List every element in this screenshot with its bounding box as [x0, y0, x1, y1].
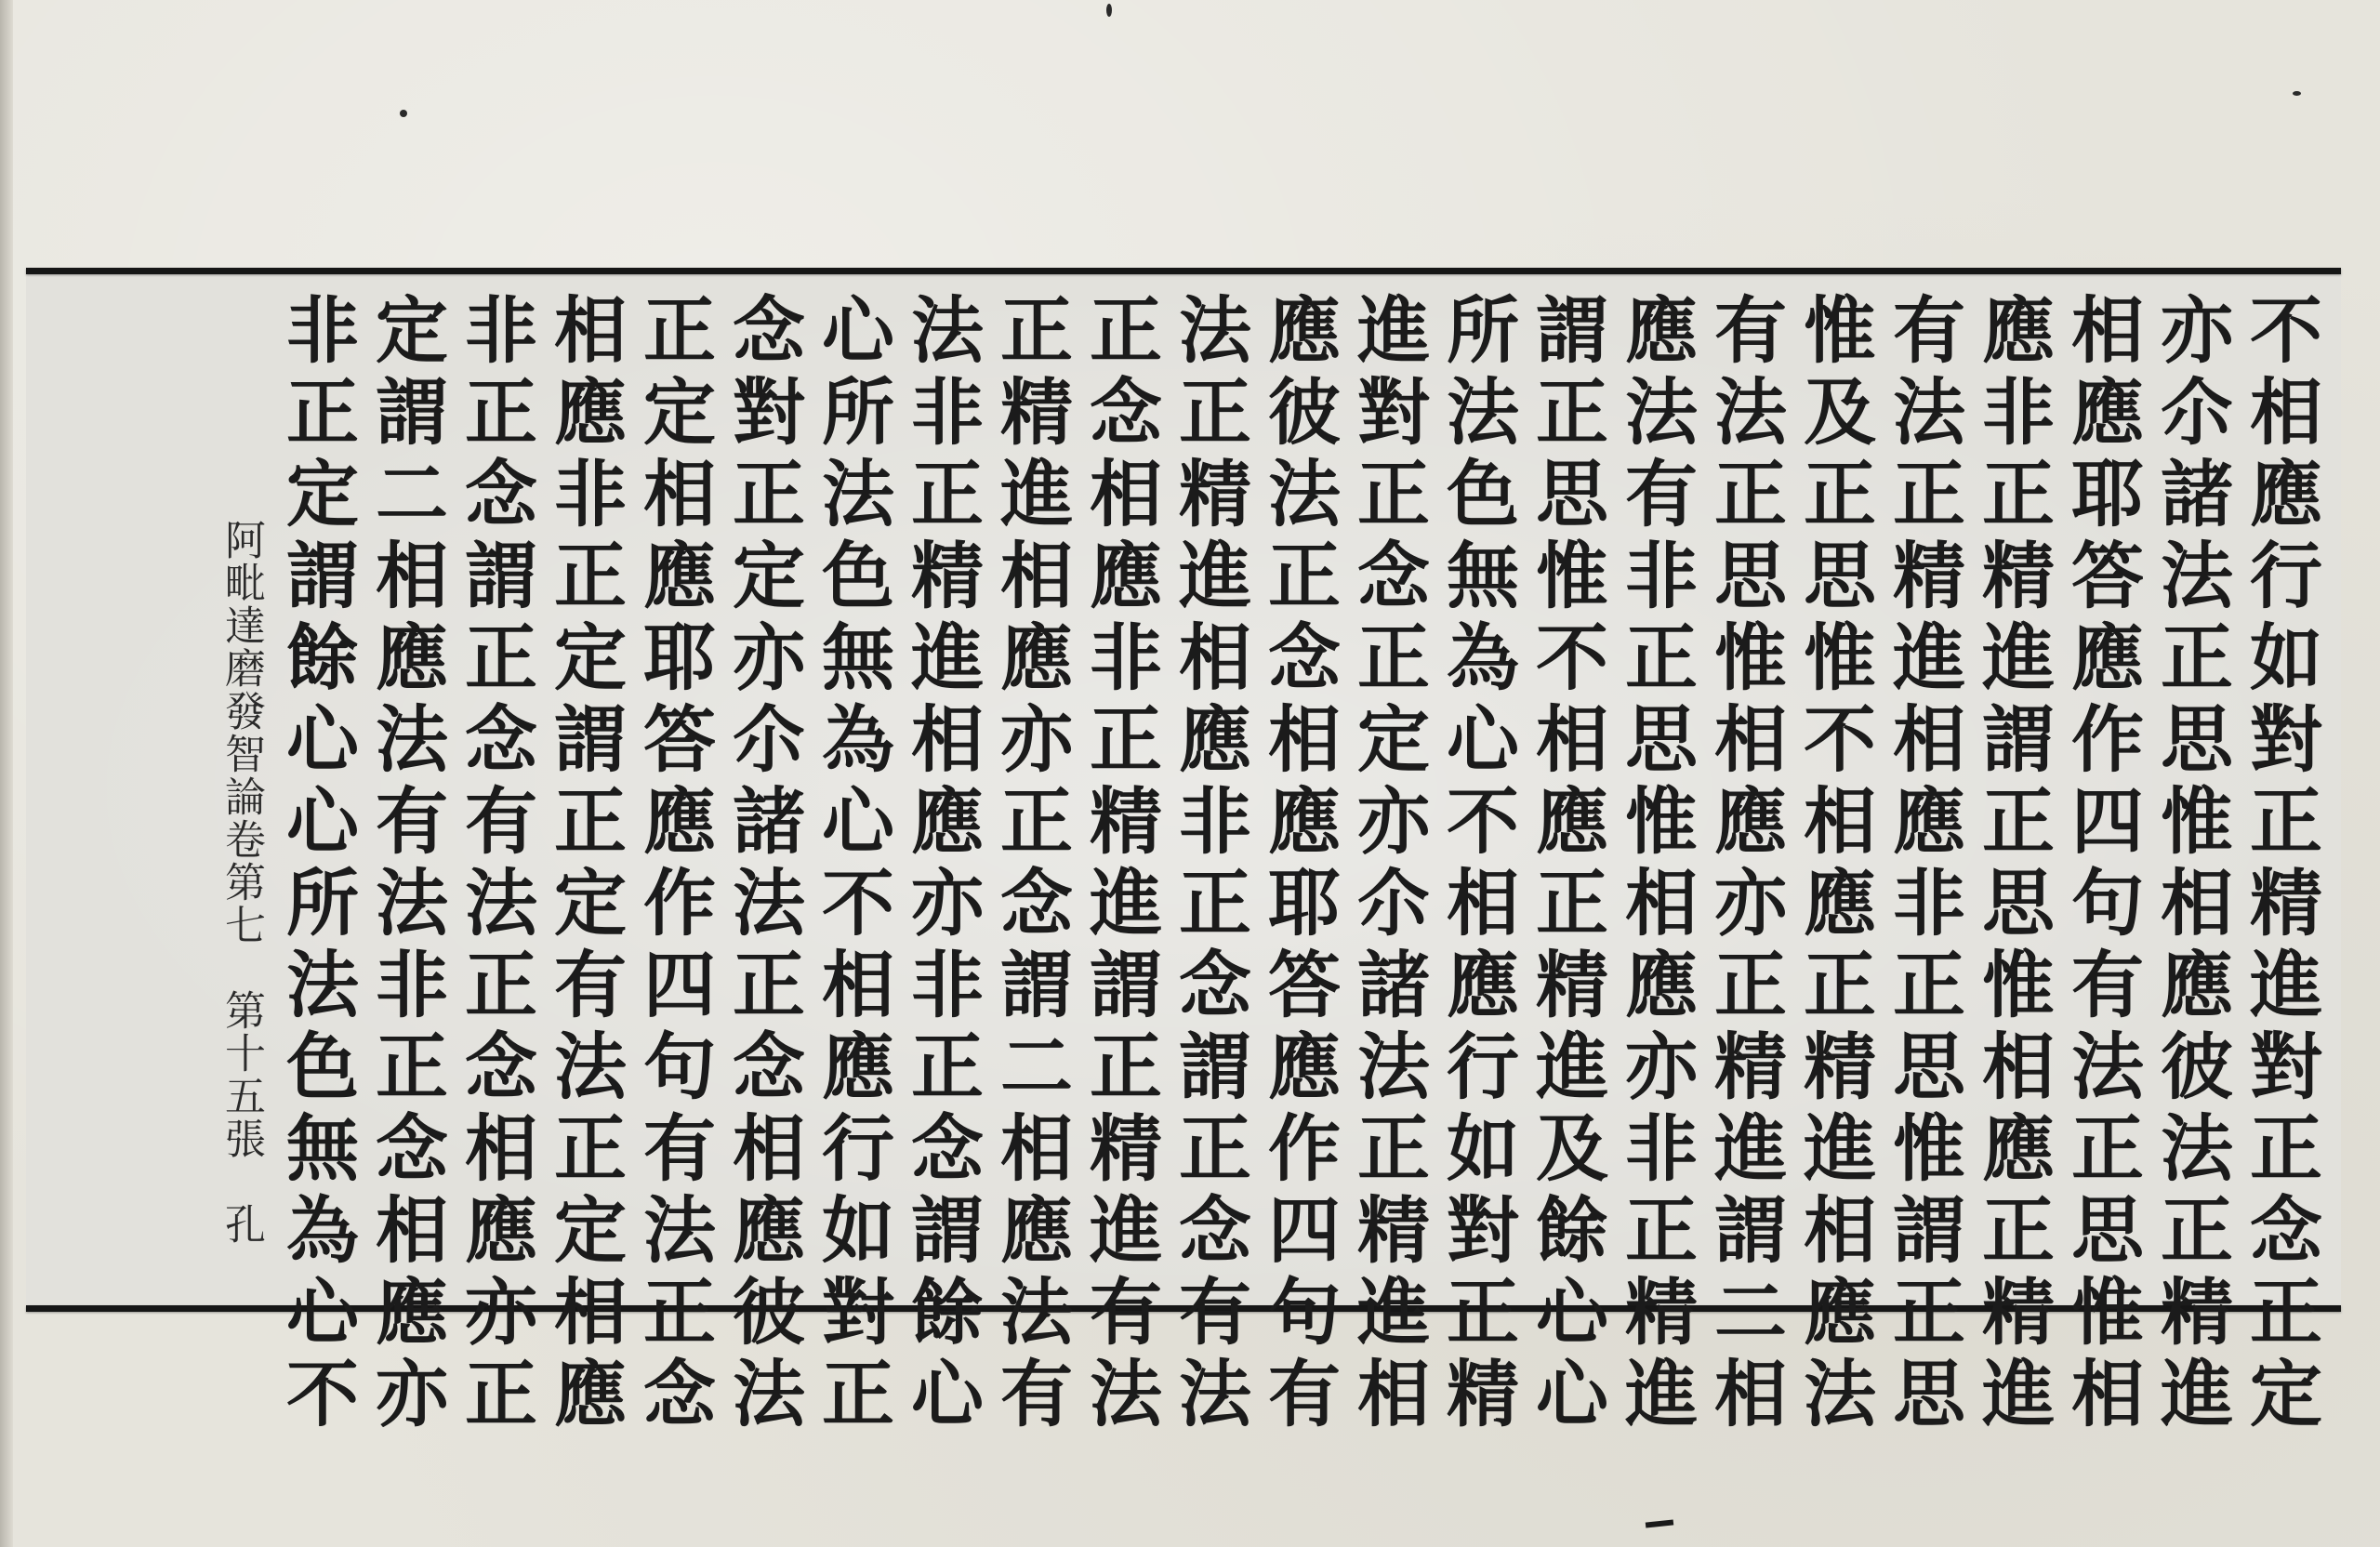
text-column: 應彼法正念相應耶答應作四句有 [1256, 292, 1341, 1437]
text-column: 所法色無為心不相應行如對正精 [1435, 292, 1519, 1437]
text-column: 非正念謂正念有法正念相應亦正 [453, 292, 537, 1437]
top-border-rule [26, 268, 2341, 274]
text-column: 正精進相應亦正念謂二相應法有 [988, 292, 1073, 1437]
text-column: 應非正精進謂正思惟相應正精進 [1970, 292, 2055, 1437]
text-column: 不相應行如對正精進對正念正定 [2238, 292, 2322, 1437]
ink-speck [400, 110, 407, 117]
text-column: 法正精進相應非正念謂正念有法 [1167, 292, 1251, 1437]
ink-speck [1106, 4, 1112, 17]
text-column: 法非正精進相應亦非正念謂餘心 [899, 292, 984, 1437]
ink-mark [1646, 1519, 1673, 1527]
text-column: 心所法色無為心不相應行如對正 [810, 292, 894, 1437]
text-column: 正念相應非正精進謂正精進有法 [1078, 292, 1162, 1437]
text-column: 定謂二相應法有法非正念相應亦 [364, 292, 448, 1437]
text-column: 應法有非正思惟相應亦非正精進 [1613, 292, 1698, 1437]
text-columns [56, 277, 2324, 1437]
text-column: 謂正思惟不相應正精進及餘心心 [1524, 292, 1608, 1437]
text-column: 念對正定亦尒諸法正念相應彼法 [721, 292, 805, 1437]
text-column: 進對正念正定亦尒諸法正精進相 [1345, 292, 1430, 1437]
page-binding-edge [0, 0, 13, 1547]
text-column: 非正定謂餘心心所法色無為心不 [274, 292, 359, 1437]
text-column: 相應耶答應作四句有法正思惟相 [2059, 292, 2144, 1437]
text-column: 惟及正思惟不相應正精進相應法 [1792, 292, 1876, 1437]
text-column: 有法正精進相應非正思惟謂正思 [1881, 292, 1965, 1437]
text-column: 亦尒諸法正思惟相應彼法正精進 [2149, 292, 2233, 1437]
ink-speck [2293, 91, 2301, 96]
text-column: 相應非正定謂正定有法正定相應 [542, 292, 627, 1437]
volume-footer: 阿毗達磨發智論卷第七 第十五張 孔 [218, 519, 265, 1246]
text-column: 有法正思惟相應亦正精進謂二相 [1702, 292, 1787, 1437]
text-column: 正定相應耶答應作四句有法正念 [631, 292, 716, 1437]
